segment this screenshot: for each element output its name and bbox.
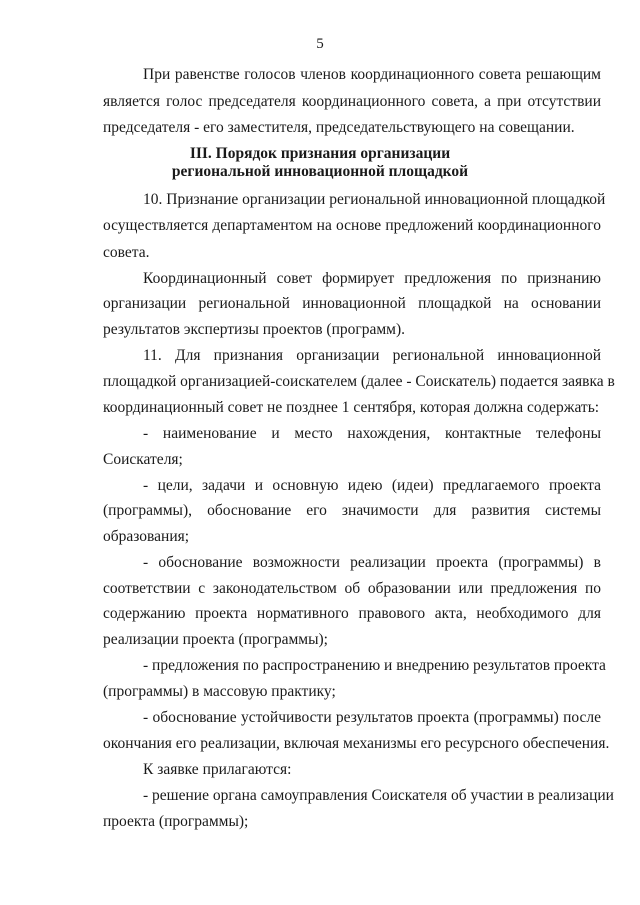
paragraph-line: Координационный совет формирует предложения по признанию: [143, 270, 601, 287]
section-heading-line-2: региональной инновационной площадкой: [171, 163, 469, 180]
list-item-line: - предложения по распространению и внедрению результатов проекта: [143, 657, 606, 674]
paragraph-line: площадкой организацией-соискателем (далее - Соискатель) подается заявка в: [103, 373, 615, 390]
list-item-line: (программы), обоснование его значимости для развития системы: [103, 502, 601, 519]
list-item-line: реализации проекта (программы);: [103, 631, 328, 648]
paragraph-line: 11. Для признания организации региональной инновационной: [143, 347, 601, 364]
list-item-line: проекта (программы);: [103, 813, 249, 830]
paragraph-line: осуществляется департаментом на основе предложений координационного: [103, 217, 601, 234]
paragraph-line: председателя - его заместителя, председательствующего на совещании.: [103, 119, 575, 136]
list-item-line: - цели, задачи и основную идею (идеи) предлагаемого проекта: [143, 477, 601, 494]
section-heading-line-1: III. Порядок признания организации: [189, 145, 451, 162]
list-item-line: - обоснование возможности реализации проекта (программы) в: [143, 554, 601, 571]
paragraph-line: результатов экспертизы проектов (программ).: [103, 321, 406, 338]
paragraph-line: При равенстве голосов членов координационного совета решающим: [143, 66, 601, 83]
paragraph-line: совета.: [103, 244, 150, 261]
list-item-line: Соискателя;: [103, 451, 183, 468]
paragraph-line: К заявке прилагаются:: [143, 761, 292, 778]
list-item-line: окончания его реализации, включая механизмы его ресурсного обеспечения.: [103, 735, 610, 752]
list-item-line: - обоснование устойчивости результатов проекта (программы) после: [143, 709, 601, 726]
paragraph-line: координационный совет не позднее 1 сентября, которая должна содержать:: [103, 399, 600, 416]
paragraph-line: 10. Признание организации региональной инновационной площадкой: [143, 191, 606, 208]
paragraph-line: является голос председателя координационного совета, а при отсутствии: [103, 93, 601, 110]
list-item-line: (программы) в массовую практику;: [103, 683, 336, 700]
list-item-line: - наименование и место нахождения, контактные телефоны: [143, 425, 601, 442]
paragraph-line: организации региональной инновационной площадкой на основании: [103, 295, 601, 312]
list-item-line: содержанию проекта нормативного правового акта, необходимого для: [103, 605, 601, 622]
list-item-line: - решение органа самоуправления Соискателя об участии в реализации: [143, 787, 614, 804]
list-item-line: соответствии с законодательством об образовании или предложения по: [103, 580, 601, 597]
list-item-line: образования;: [103, 528, 190, 545]
page-number: 5: [316, 36, 324, 52]
